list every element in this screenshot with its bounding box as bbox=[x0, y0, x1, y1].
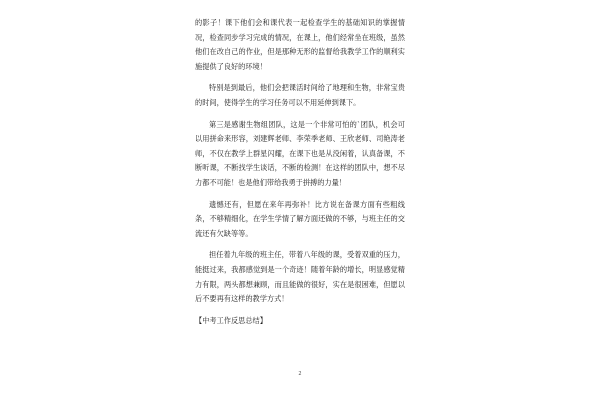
paragraph-gap bbox=[195, 74, 405, 81]
page-number: 2 bbox=[298, 371, 302, 377]
paragraph-gap bbox=[195, 307, 405, 314]
paragraph-gap bbox=[195, 241, 405, 248]
paragraph-regrets: 遗憾还有，但愿在来年再弥补！比方说在备课方面有些粗线条，不够精细化，在学生学情了解方面还做的不够，与班主任的交流还有欠缺等等。 bbox=[195, 199, 405, 238]
paragraph-biology-team: 第三是感谢生物组团队，这是一个非常可怕的`团队，机会可以用拼命来形容，刘建辉老师、李荣季老师、王欣老师、司艳涛老师，不仅在教学上群星闪耀，在课下也是从没闲着，认真备课，不断听课，不断找学生谈话，不断的检测！在这样的团队中，想不尽力都不可能！也是他们带给我勇于拼搏的力量！ bbox=[195, 119, 405, 187]
document-body bbox=[195, 16, 405, 328]
paragraph-gap bbox=[195, 191, 405, 198]
section-heading: 【中考工作反思总结】 bbox=[195, 315, 267, 325]
paragraph-head-teacher: 担任着九年级的班主任，带着八年级的课，受着双重的压力，能挺过来，我都感觉到是一个奇迹！随着年龄的增长，明显感觉精力有限，两头都想兼顾，而且能做的很好，实在是很困难，但愿以后不要再有这样的教学方式！ bbox=[195, 250, 405, 304]
paragraph-continuation: 的影子！课下他们会和课代表一起检查学生的基础知识的掌握情况，检查同步学习完成的情况，在课上，他们经常坐在班级，虽然他们在改自己的作业，但是那种无形的监督给我教学工作的顺利实施提供了良好的环境！ bbox=[195, 18, 405, 71]
paragraph-last-period: 特别是到最后，他们会把课活时间给了地理和生物，非常宝贵的时间，使得学生的学习任务可以不用延伸到课下。 bbox=[195, 83, 405, 107]
paragraph-gap bbox=[195, 111, 405, 118]
